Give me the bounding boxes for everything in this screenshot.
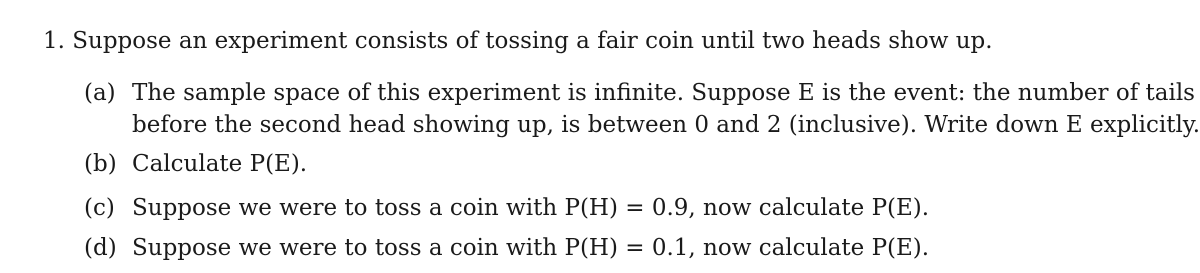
part-a-text-line1: The sample space of this experiment is infinite. Suppose E is the event: the number of tails [132,80,1195,106]
problem-text: 1. Suppose an experiment consists of tossing a fair coin until two heads show up. [43,28,993,54]
part-c-text: Suppose we were to toss a coin with P(H) = 0.9, now calculate P(E). [132,195,930,221]
part-d-label: (d) [84,235,117,261]
part-c-label: (c) [84,195,115,221]
part-d-text: Suppose we were to toss a coin with P(H) = 0.1, now calculate P(E). [132,235,930,261]
part-a-text-line2: before the second head showing up, is between 0 and 2 (inclusive). Write down E explicitly. [132,112,1200,138]
part-a-label: (a) [84,80,116,106]
part-b-label: (b) [84,151,117,177]
part-b-text: Calculate P(E). [132,151,308,177]
